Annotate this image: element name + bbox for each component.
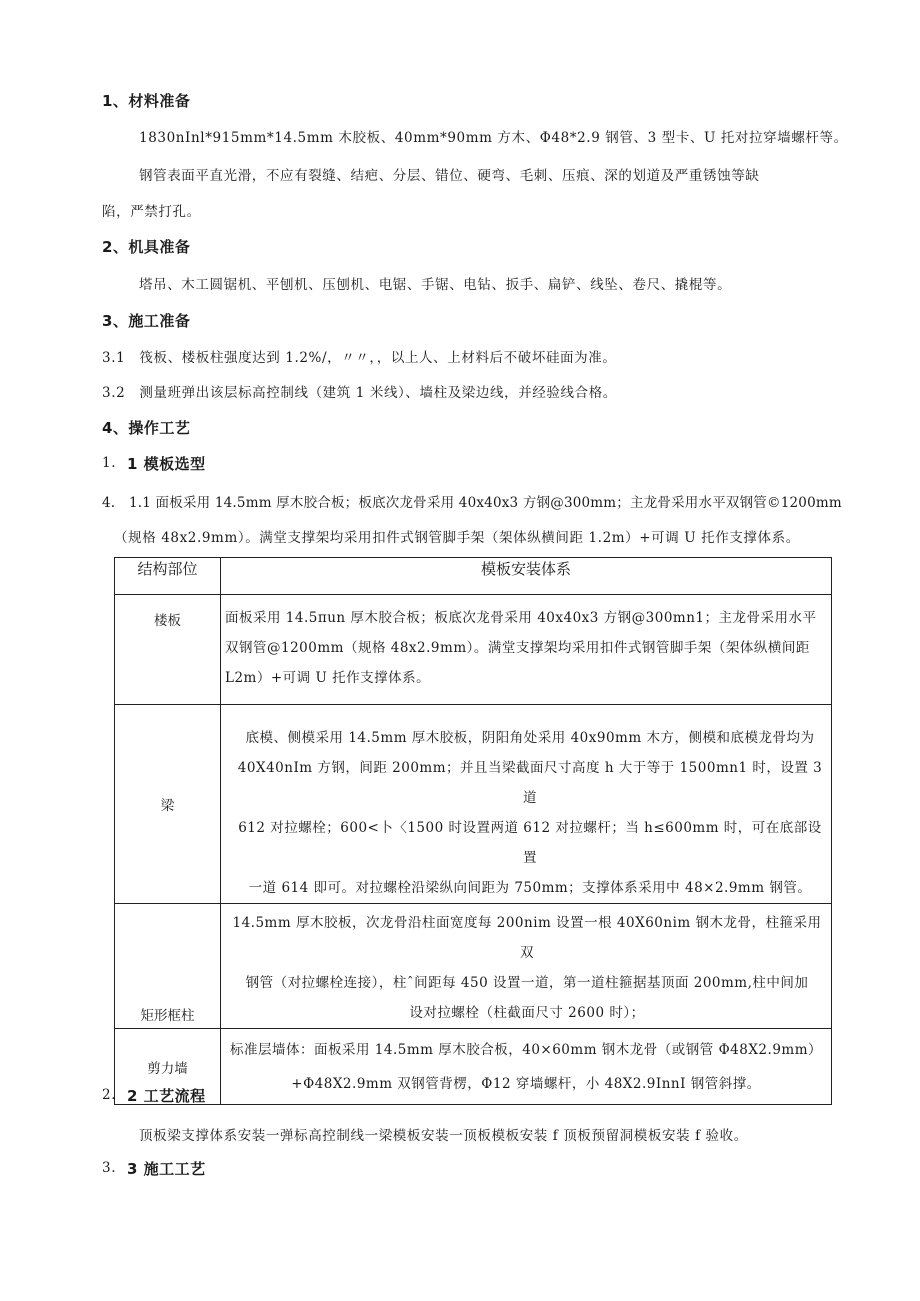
table-cell-system-text: 14.5mm 厚木胶板，次龙骨沿柱面宽度每 200nim 设置一根 40X60nim 钢木龙骨，柱箍采用双 钢管（对拉螺栓连接），柱ˆ间距每 450 设置一道，第一道柱箍据基顶面 200mm,柱中间加 设对拉螺栓（柱截面尺寸 2600 时）； [232,915,822,1021]
subsection-num-3: 3. [102,1160,117,1176]
table-header-part: 结构部位 [115,558,221,595]
table-cell-part: 楼板 [115,595,221,705]
table-cell-system [221,705,832,904]
table-header-row [115,558,832,595]
table-cell-system-text: 面板采用 14.5πun 厚木胶合板；板底次龙骨采用 40x40x3 方钢@300mn1；主龙骨采用水平 双钢管@1200mm（规格 48x2.9mm）。满堂支撑架均采用扣件式钢管脚手架（架体纵横间距 L2m）+可调 U 托作支撑体系。 [225,610,817,686]
table-row [115,595,832,705]
table-cell-system-text: 底模、侧模采用 14.5mm 厚木胶板，阴阳角处采用 40x90mm 木方，侧模和底模龙骨均为 40X40nIm 方钢，间距 200mm；并且当梁截面尺寸高度 h 大于等于 1500mn1 时，设置 3 道 612 对拉螺栓；600<卜〈1500 时设置两道 612 对拉螺杆；当 h≤600mm 时，可在底部设置 一道 614 即可。对拉螺栓沿梁纵向间距为 750mm；支撑体系采用中 48×2.9mm 钢管。 [237,730,823,896]
table-cell-system [221,595,832,705]
table-cell-system-text: 标准层墙体：面板采用 14.5mm 厚木胶合板，40×60mm 钢木龙骨（或钢管 Φ48X2.9mm） +Φ48X2.9mm 双钢管背楞，Φ12 穿墙螺杆，小 48X2.9InnI 钢管斜撑。 [229,1042,823,1092]
materials-line-1: 1830nInl*915mm*14.5mm 木胶板、40mm*90mm 方木、Φ48*2.9 钢管、3 型卡、U 托对拉穿墙螺杆等。 [139,130,848,146]
tools-line-1: 塔吊、木工圆锯机、平刨机、压刨机、电锯、手锯、电钻、扳手、扁铲、线坠、卷尺、撬棍等。 [139,277,732,293]
subsection-title-flow: 2 工艺流程 [127,1087,206,1105]
section-title-process: 4、操作工艺 [102,419,191,437]
section-title-prep: 3、施工准备 [102,312,191,330]
prep-line-1: 3.1 筏板、楼板柱强度达到 1.2%/，〃〃，，以上人、上材料后不破坏硅面为准。 [102,350,617,366]
table-row [115,1029,832,1105]
table-header-system: 模板安装体系 [221,558,832,595]
section-title-materials: 1、材料准备 [102,92,191,110]
table-cell-system [221,904,832,1029]
subsection-title-formwork: 1 模板选型 [127,455,206,473]
subsection-title-construction: 3 施工工艺 [127,1160,206,1178]
formwork-table [114,557,832,1105]
table-cell-system [221,1029,832,1105]
table-cell-part: 矩形框柱 [115,904,221,1029]
subsection-num-1: 1. [102,455,117,471]
subsection-num-2: 2. [102,1087,117,1103]
flow-line-1: 顶板梁支撑体系安装一弹标高控制线一梁模板安装一顶板模板安装 f 顶板预留洞模板安装 f 验收。 [139,1128,748,1144]
prep-line-2: 3.2 测量班弹出该层标高控制线（建筑 1 米线）、墙柱及梁边线，并经验线合格。 [102,385,617,401]
section-title-tools: 2、机具准备 [102,238,191,256]
table-cell-part: 梁 [115,705,221,904]
table-cell-part: 剪力墙 [115,1029,221,1105]
formwork-line-2: （规格 48x2.9mm）。满堂支撑架均采用扣件式钢管脚手架（架体纵横间距 1.2m）+可调 U 托作支撑体系。 [114,530,800,546]
formwork-line-1: 4. 1.1 面板采用 14.5mm 厚木胶合板；板底次龙骨采用 40x40x3 方钢@300mm；主龙骨采用水平双钢管©1200mm [102,495,842,511]
table-row [115,904,832,1029]
materials-line-2: 钢管表面平直光滑，不应有裂缝、结疤、分层、错位、硬弯、毛刺、压痕、深的划道及严重锈蚀等缺 [139,168,760,184]
materials-line-3: 陷，严禁打孔。 [102,204,201,220]
table-row [115,705,832,904]
